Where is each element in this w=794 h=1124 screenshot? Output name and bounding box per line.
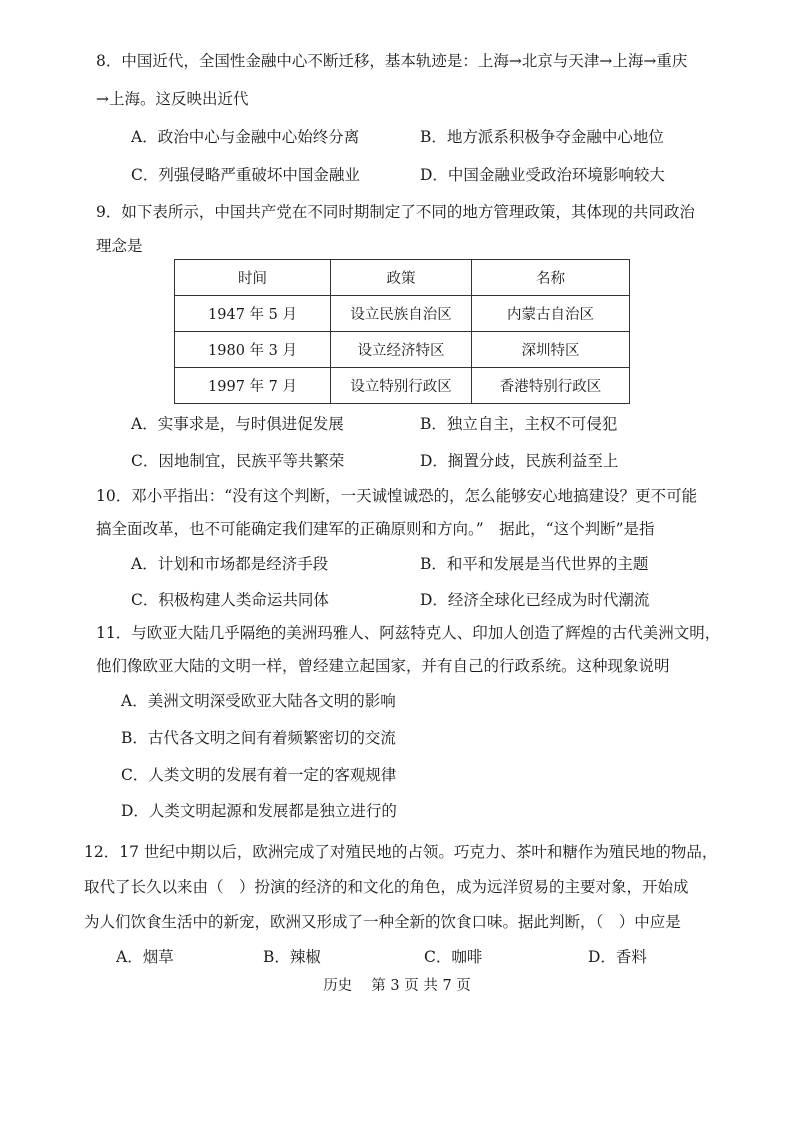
q11-option-a: A．美洲文明深受欧亚大陆各文明的影响 <box>121 692 396 710</box>
q10-option-b: B．和平和发展是当代世界的主题 <box>420 555 649 573</box>
q9-stem-line2: 理念是 <box>96 237 143 255</box>
table-cell: 设立经济特区 <box>331 332 472 368</box>
q10-stem-line1: 10．邓小平指出：“没有这个判断，一天诚惶诚恐的，怎么能够安心地搞建设？更不可能 <box>96 487 698 505</box>
table-row <box>175 332 630 368</box>
table-header-time: 时间 <box>175 260 331 296</box>
q10-option-a: A．计划和市场都是经济手段 <box>131 555 329 573</box>
q12-option-c: C．咖啡 <box>424 948 483 966</box>
table-cell: 1997 年 7 月 <box>175 368 331 404</box>
table-header-name: 名称 <box>472 260 630 296</box>
q9-option-b: B．独立自主，主权不可侵犯 <box>420 415 618 433</box>
table-header-policy: 政策 <box>331 260 472 296</box>
q12-stem-line3: 为人们饮食生活中的新宠，欧洲又形成了一种全新的饮食口味。据此判断，（ ）中应是 <box>84 913 681 931</box>
q8-stem-line1: 8．中国近代，全国性金融中心不断迁移，基本轨迹是：上海→北京与天津→上海→重庆 <box>96 52 688 70</box>
q8-option-b: B．地方派系积极争夺金融中心地位 <box>420 128 664 146</box>
q11-option-b: B．古代各文明之间有着频繁密切的交流 <box>121 729 396 747</box>
table-row <box>175 296 630 332</box>
q10-option-d: D．经济全球化已经成为时代潮流 <box>420 591 650 609</box>
q8-option-c: C．列强侵略严重破坏中国金融业 <box>131 166 360 184</box>
q10-stem-line2: 搞全面改革，也不可能确定我们建军的正确原则和方向。” 据此，“这个判断”是指 <box>96 520 655 538</box>
q10-option-c: C．积极构建人类命运共同体 <box>131 591 329 609</box>
q11-option-d: D．人类文明起源和发展都是独立进行的 <box>121 802 397 820</box>
q12-option-b: B．辣椒 <box>263 948 321 966</box>
q8-stem-line2: →上海。这反映出近代 <box>96 90 249 108</box>
q12-stem-line1: 12．17 世纪中期以后，欧洲完成了对殖民地的占领。巧克力、茶叶和糖作为殖民地的物品， <box>84 843 718 861</box>
q8-option-d: D．中国金融业受政治环境影响较大 <box>420 166 665 184</box>
table-cell: 1980 年 3 月 <box>175 332 331 368</box>
q12-option-a: A．烟草 <box>116 948 174 966</box>
table-cell: 1947 年 5 月 <box>175 296 331 332</box>
table-cell: 香港特别行政区 <box>472 368 630 404</box>
policy-table <box>174 259 630 404</box>
q9-option-d: D．搁置分歧，民族利益至上 <box>420 452 619 470</box>
table-cell: 内蒙古自治区 <box>472 296 630 332</box>
q9-option-c: C．因地制宜，民族平等共繁荣 <box>131 452 345 470</box>
table-cell: 深圳特区 <box>472 332 630 368</box>
page-footer: 历史 第 3 页 共 7 页 <box>323 978 471 994</box>
q11-stem-line1: 11．与欧亚大陆几乎隔绝的美洲玛雅人、阿兹特克人、印加人创造了辉煌的古代美洲文明， <box>96 624 721 642</box>
q9-option-a: A．实事求是，与时俱进促发展 <box>131 415 344 433</box>
table-row <box>175 368 630 404</box>
q8-option-a: A．政治中心与金融中心始终分离 <box>131 128 360 146</box>
q9-stem-line1: 9．如下表所示，中国共产党在不同时期制定了不同的地方管理政策，其体现的共同政治 <box>96 203 695 221</box>
q11-option-c: C．人类文明的发展有着一定的客观规律 <box>121 766 397 784</box>
table-cell: 设立民族自治区 <box>331 296 472 332</box>
q12-stem-line2: 取代了长久以来由（ ）扮演的经济的和文化的角色，成为远洋贸易的主要对象，开始成 <box>84 878 689 896</box>
table-cell: 设立特别行政区 <box>331 368 472 404</box>
q11-stem-line2: 他们像欧亚大陆的文明一样，曾经建立起国家，并有自己的行政系统。这种现象说明 <box>96 657 670 675</box>
table-header-row <box>175 260 630 296</box>
q12-option-d: D．香料 <box>588 948 647 966</box>
